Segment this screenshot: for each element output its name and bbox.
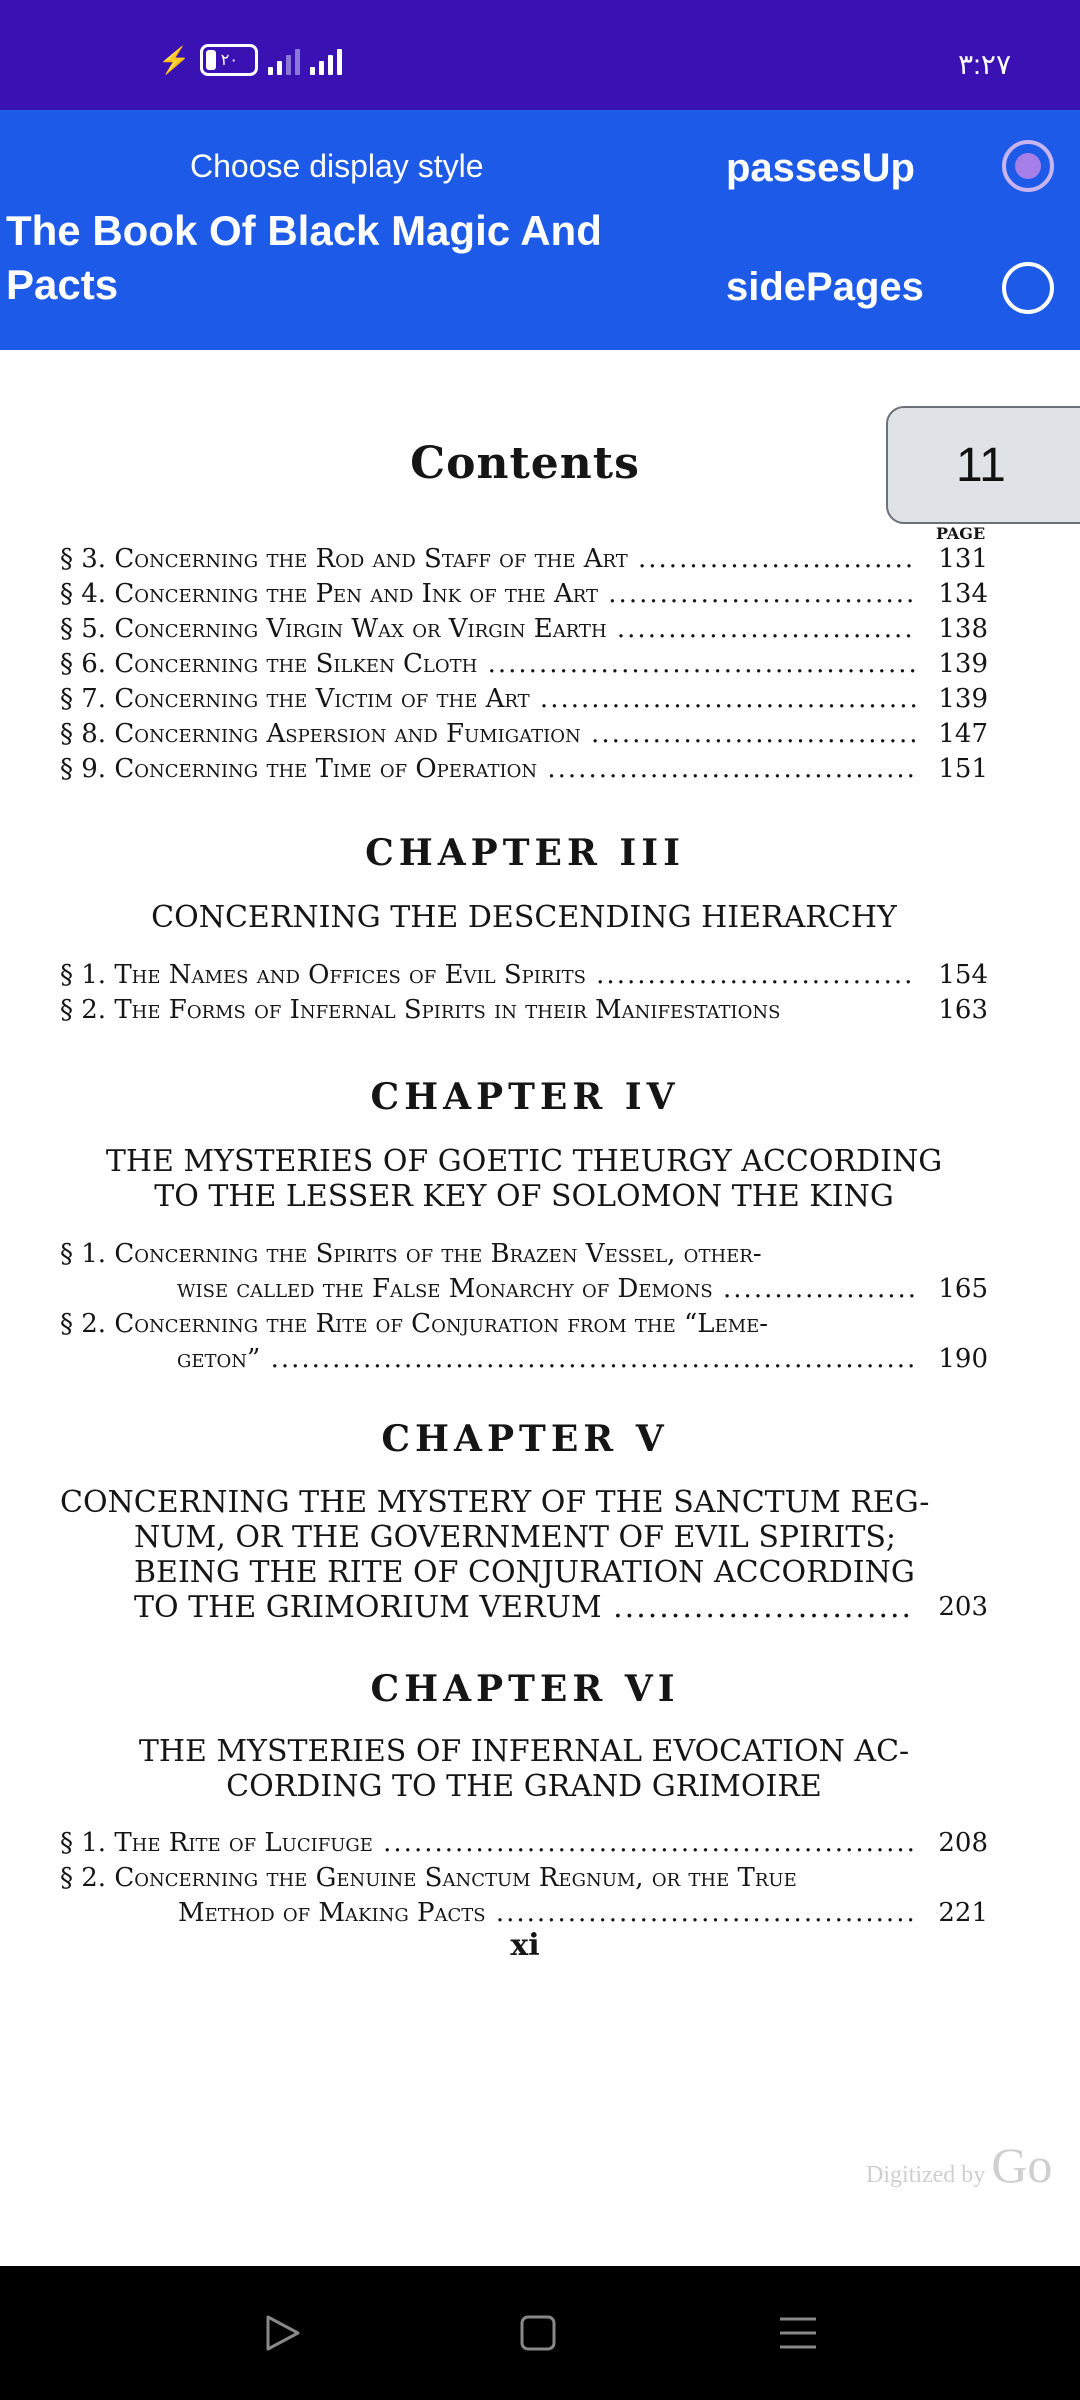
chapter-title-line: THE MYSTERIES OF INFERNAL EVOCATION AC- (138, 1734, 910, 1769)
chapter-title-line: BEING THE RITE OF CONJURATION ACCORDING (134, 1555, 915, 1590)
clock: ٣:٢٧ (958, 49, 1011, 80)
page-column-label: PAGE (936, 524, 986, 543)
toc-text: § 1. The Names and Offices of Evil Spirits ..... (60, 958, 916, 992)
toc-page: 151 (938, 754, 988, 784)
recents-button[interactable] (773, 2308, 823, 2358)
chapter-heading: CHAPTER V (381, 1418, 669, 1460)
status-bar (0, 0, 1080, 110)
book-title: The Book Of Black Magic And Pacts (6, 207, 602, 308)
contents-title: Contents (410, 438, 640, 489)
toc-text: § 8. Concerning Aspersion and Fumigation ..... (60, 717, 916, 751)
digitized-watermark (866, 2136, 1052, 2194)
chapter-title-line: NUM, OR THE GOVERNMENT OF EVIL SPIRITS; (134, 1520, 897, 1555)
digitized-text: Digitized by (866, 2162, 986, 2188)
home-square-icon (518, 2313, 558, 2353)
toc-text: § 2. The Forms of Infernal Spirits in their Manifestations (60, 995, 781, 1025)
battery-icon (200, 44, 258, 76)
toc-page: 131 (938, 544, 988, 574)
toc-row (60, 577, 988, 611)
toc-text: wise called the False Monarchy of Demons ..... (60, 1272, 916, 1306)
toc-text: § 1. Concerning the Spirits of the Brazen Vessel, other- (60, 1239, 762, 1269)
book-page[interactable] (0, 350, 1080, 2266)
side-pages-radio[interactable] (1002, 262, 1054, 314)
toc-page: 147 (938, 719, 988, 749)
toc-row (60, 682, 988, 716)
toc-page: 203 (938, 1592, 988, 1622)
toc-page: 165 (938, 1274, 988, 1304)
status-icons (158, 44, 342, 76)
toc-text: Method of Making Pacts ..... (60, 1896, 916, 1930)
chapter-heading: CHAPTER VI (370, 1668, 680, 1710)
toc-row (60, 752, 988, 786)
toc-text: § 7. Concerning the Victim of the Art ..... (60, 682, 916, 716)
toc-page: 190 (938, 1344, 988, 1374)
toc-page: 139 (938, 684, 988, 714)
toc-row (60, 1272, 988, 1306)
toc-text: geton” ..... (60, 1342, 916, 1376)
toc-text: § 2. Concerning the Rite of Conjuration from the “Leme- (60, 1309, 769, 1339)
toc-text: TO THE GRIMORIUM VERUM ..... (134, 1590, 916, 1625)
toc-row (60, 647, 988, 681)
toc-row (60, 1826, 988, 1860)
toc-text: § 2. Concerning the Genuine Sanctum Regnum, or the True (60, 1863, 797, 1893)
chapter-title-line: TO THE LESSER KEY OF SOLOMON THE KING (154, 1179, 894, 1214)
toc-row (60, 542, 988, 576)
toc-row (60, 1237, 988, 1271)
toc-page: 208 (938, 1828, 988, 1858)
passes-up-radio[interactable] (1002, 140, 1054, 192)
toc-text: § 1. The Rite of Lucifuge ..... (60, 1826, 916, 1860)
back-button[interactable] (257, 2308, 307, 2358)
radio-selected-dot (1015, 153, 1041, 179)
chapter-title-line: THE MYSTERIES OF GOETIC THEURGY ACCORDING (105, 1144, 943, 1179)
navigation-bar (0, 2266, 1080, 2400)
chapter-title-line: CONCERNING THE MYSTERY OF THE SANCTUM REG- (60, 1485, 930, 1520)
toc-page: 221 (938, 1898, 988, 1928)
display-style-label: Choose display style (190, 148, 484, 184)
home-button[interactable] (513, 2308, 563, 2358)
option-side-pages-label[interactable]: sidePages (726, 265, 924, 309)
toc-page: 154 (938, 960, 988, 990)
page-number-badge[interactable]: 11 (886, 406, 1080, 524)
option-passes-up-label[interactable]: passesUp (726, 146, 915, 190)
toc-row (60, 958, 988, 992)
toc-text: § 5. Concerning Virgin Wax or Virgin Earth ..... (60, 612, 916, 646)
signal-icon-sim1 (268, 45, 300, 75)
toc-page: 134 (938, 579, 988, 609)
battery-level: ٢٠ (220, 52, 238, 69)
toc-row (60, 1896, 988, 1930)
page-roman-numeral: xi (510, 1928, 540, 1963)
chapter-heading: CHAPTER III (365, 832, 685, 874)
toc-row (60, 717, 988, 751)
back-triangle-icon (262, 2313, 302, 2353)
toc-text: § 6. Concerning the Silken Cloth ..... (60, 647, 916, 681)
toc-text: § 3. Concerning the Rod and Staff of the Art ..... (60, 542, 916, 576)
menu-lines-icon (778, 2313, 818, 2353)
charging-icon: ⚡ (158, 45, 191, 75)
chapter-title: CONCERNING THE DESCENDING HIERARCHY (151, 900, 897, 935)
toc-row (60, 1342, 988, 1376)
toc-page: 163 (938, 995, 988, 1025)
signal-icon-sim2 (310, 45, 342, 75)
toc-row (60, 612, 988, 646)
toc-text: § 4. Concerning the Pen and Ink of the Art ..... (60, 577, 916, 611)
toc-row (60, 1307, 988, 1341)
toc-page: 138 (938, 614, 988, 644)
toc-row (134, 1590, 988, 1625)
battery-fill (206, 50, 216, 70)
app-header (0, 110, 1080, 350)
chapter-heading: CHAPTER IV (370, 1076, 680, 1118)
toc-row (60, 993, 988, 1027)
toc-text: § 9. Concerning the Time of Operation ..... (60, 752, 916, 786)
toc-row (60, 1861, 988, 1895)
digitized-logo: Go (991, 2137, 1053, 2193)
toc-page: 139 (938, 649, 988, 679)
chapter-title-line: CORDING TO THE GRAND GRIMOIRE (226, 1769, 822, 1804)
